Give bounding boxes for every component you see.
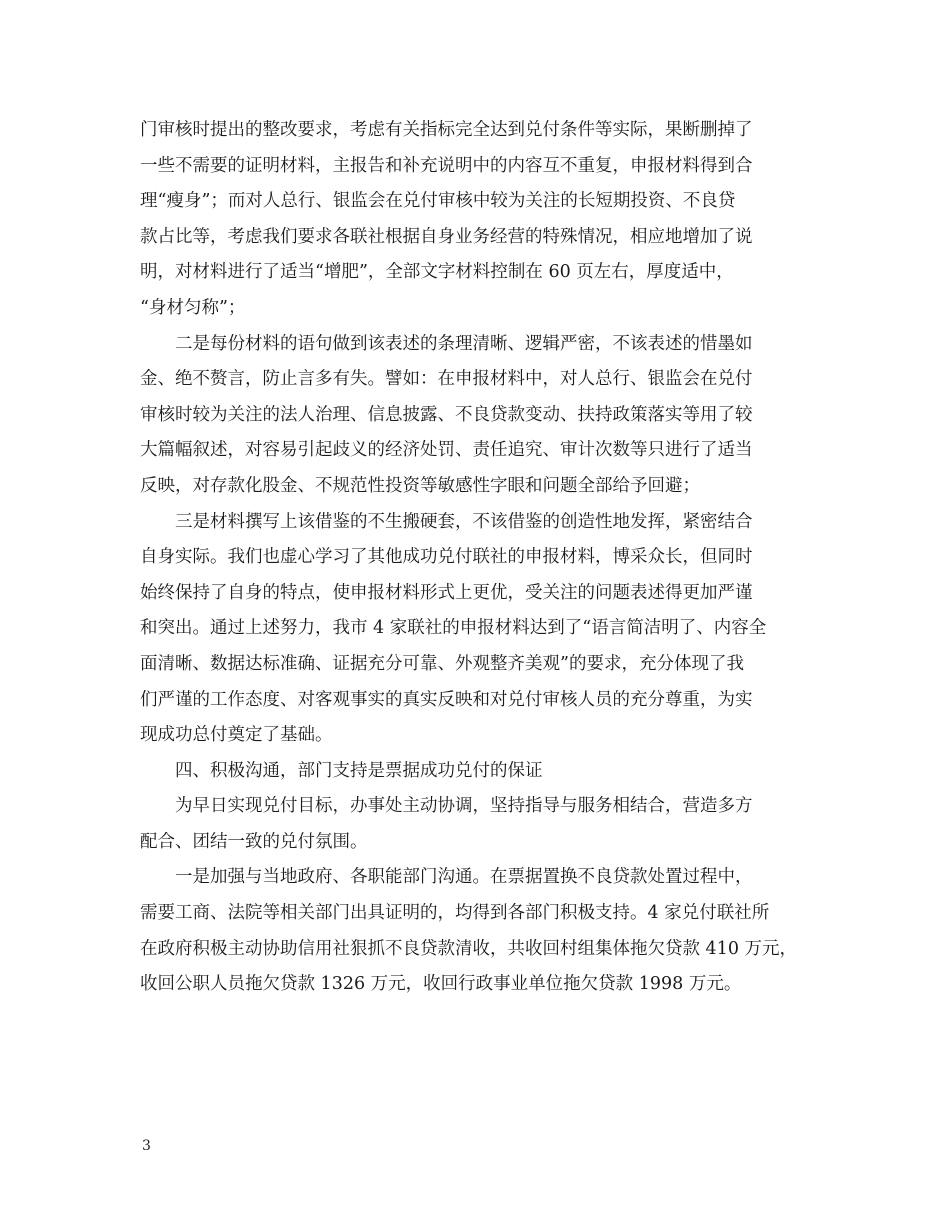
body-text [140, 113, 820, 1003]
section-heading: 四、积极沟通，部门支持是票据成功兑付的保证 [140, 760, 543, 781]
text-line: 理“瘦身”；而对人总行、银监会在兑付审核中较为关注的长短期投资、不良贷 [140, 191, 736, 212]
page-number: 3 [142, 1138, 151, 1154]
text-line: 现成功总付奠定了基础。 [140, 725, 333, 746]
text-line: 金、绝不赘言，防止言多有失。譬如：在申报材料中，对人总行、银监会在兑付 [140, 369, 753, 390]
text-line: 收回公职人员拖欠贷款 1326 万元，收回行政事业单位拖欠贷款 1998 万元。 [140, 974, 742, 995]
text-line: 一是加强与当地政府、各职能部门沟通。在票据置换不良贷款处置过程中， [140, 867, 753, 888]
text-line: 反映，对存款化股金、不规范性投资等敏感性字眼和问题全部给予回避； [140, 475, 700, 496]
text-line: 面清晰、数据达标准确、证据充分可靠、外观整齐美观”的要求，充分体现了我 [140, 653, 744, 674]
text-line: 配合、团结一致的兑付氛围。 [140, 831, 368, 852]
text-line: 为早日实现兑付目标，办事处主动协调，坚持指导与服务相结合，营造多方 [140, 796, 753, 817]
text-line: 三是材料撰写上该借鉴的不生搬硬套，不该借鉴的创造性地发挥，紧密结合 [140, 511, 753, 532]
text-line: 门审核时提出的整改要求，考虑有关指标完全达到兑付条件等实际，果断删掉了 [140, 120, 753, 140]
text-line: 需要工商、法院等相关部门出具证明的，均得到各部门积极支持。4 家兑付联社所 [140, 903, 770, 924]
text-line: 一些不需要的证明材料，主报告和补充说明中的内容互不重复，申报材料得到合 [140, 155, 753, 176]
text-line: 和突出。通过上述努力，我市 4 家联社的申报材料达到了“语言简洁明了、内容全 [140, 618, 767, 639]
text-line: 明，对材料进行了适当“增肥”，全部文字材料控制在 60 页左右，厚度适中， [140, 262, 734, 283]
text-line: 始终保持了自身的特点，使申报材料形式上更优，受关注的问题表述得更加严谨 [140, 582, 753, 603]
text-line: 大篇幅叙述，对容易引起歧义的经济处罚、责任追究、审计次数等只进行了适当 [140, 440, 753, 461]
text-line: 们严谨的工作态度、对客观事实的真实反映和对兑付审核人员的充分尊重，为实 [140, 689, 753, 710]
text-line: 自身实际。我们也虚心学习了其他成功兑付联社的申报材料，博采众长，但同时 [140, 547, 753, 568]
text-line: “身材匀称”； [140, 297, 246, 318]
text-line: 款占比等，考虑我们要求各联社根据自身业务经营的特殊情况，相应地增加了说 [140, 226, 753, 247]
text-line: 二是每份材料的语句做到该表述的条理清晰、逻辑严密，不该表述的惜墨如 [140, 333, 753, 354]
text-line: 审核时较为关注的法人治理、信息披露、不良贷款变动、扶持政策落实等用了较 [140, 404, 753, 425]
text-line: 在政府积极主动协助信用社狠抓不良贷款清收，共收回村组集体拖欠贷款 410 万元， [140, 938, 798, 959]
